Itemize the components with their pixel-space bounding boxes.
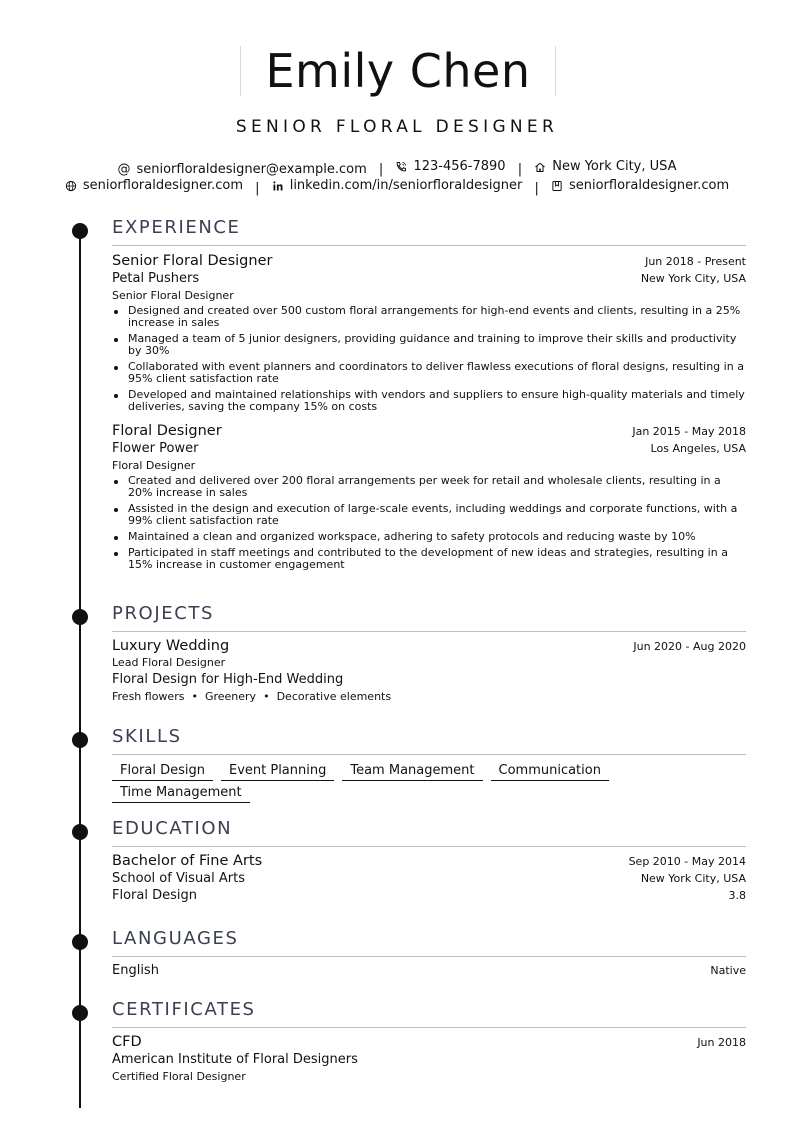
bookmark-icon xyxy=(551,180,563,192)
bullet-item: Collaborated with event planners and coordinators to deliver flawless executions of floral designs, resulting in a 95% client satisfaction rate xyxy=(112,361,746,385)
contact-line-1 xyxy=(0,159,794,177)
linkedin-text: linkedin.com/in/seniorfloraldesigner xyxy=(289,178,523,193)
portfolio-item[interactable] xyxy=(551,178,729,193)
skills-list xyxy=(112,763,632,803)
keyword: Greenery xyxy=(204,690,257,703)
education-school: School of Visual Arts xyxy=(112,871,246,886)
contact-line-2 xyxy=(0,178,794,196)
education-entry xyxy=(112,853,746,903)
keyword: Decorative elements xyxy=(276,690,392,703)
timeline-dot xyxy=(72,1005,88,1021)
separator: | xyxy=(378,161,384,177)
job-entry xyxy=(112,423,746,571)
project-role: Lead Floral Designer xyxy=(112,656,226,669)
project-date: Jun 2020 - Aug 2020 xyxy=(633,640,746,653)
phone-item[interactable] xyxy=(395,159,505,174)
job-entry xyxy=(112,253,746,413)
job-position: Senior Floral Designer xyxy=(112,253,273,269)
project-description: Floral Design for High-End Wedding xyxy=(112,672,344,687)
bullet-item: Assisted in the design and execution of large-scale events, including weddings and corporate functions, with a 99% client satisfaction rate xyxy=(112,503,746,527)
separator: | xyxy=(255,180,260,196)
certificate-summary: Certified Floral Designer xyxy=(112,1070,246,1083)
bullet-item: Developed and maintained relationships with vendors and suppliers to ensure high-quality materials and timely deliveries, saving the company 15% on costs xyxy=(112,389,746,413)
skill-tag: Event Planning xyxy=(221,763,334,781)
website-item[interactable] xyxy=(65,178,243,193)
job-location: New York City, USA xyxy=(640,272,746,285)
education-location: New York City, USA xyxy=(640,872,746,885)
location-text: New York City, USA xyxy=(552,159,677,174)
keyword-separator: • xyxy=(191,690,198,703)
section-title: PROJECTS xyxy=(112,603,746,632)
projects-section xyxy=(112,603,746,703)
job-position: Floral Designer xyxy=(112,423,222,439)
project-name: Luxury Wedding xyxy=(112,638,230,654)
skill-tag: Communication xyxy=(491,763,609,781)
skill-tag: Time Management xyxy=(112,785,250,803)
job-company: Flower Power xyxy=(112,441,199,456)
bullet-item: Created and delivered over 200 floral arrangements per week for retail and wholesale clients, resulting in a 20% increase in sales xyxy=(112,475,746,499)
phone-text: 123-456-7890 xyxy=(413,159,506,174)
project-keywords xyxy=(112,690,746,703)
keyword: Fresh flowers xyxy=(112,690,185,703)
certificates-section xyxy=(112,999,746,1083)
bullet-item: Managed a team of 5 junior designers, providing guidance and training to improve their skills and productivity by 30% xyxy=(112,333,746,357)
job-bullets xyxy=(112,475,746,571)
education-score: 3.8 xyxy=(728,889,746,902)
experience-section xyxy=(112,217,746,575)
portfolio-text: seniorfloraldesigner.com xyxy=(568,178,730,193)
language-name: English xyxy=(112,963,159,978)
separator: | xyxy=(534,180,539,196)
timeline-dot xyxy=(72,824,88,840)
skill-tag: Team Management xyxy=(342,763,482,781)
section-title: EXPERIENCE xyxy=(112,217,746,246)
section-title: SKILLS xyxy=(112,726,746,755)
at-icon: @ xyxy=(117,161,131,177)
website-text: seniorfloraldesigner.com xyxy=(82,178,244,193)
email-text: seniorfloraldesigner@example.com xyxy=(136,161,367,177)
job-date: Jan 2015 - May 2018 xyxy=(632,425,746,438)
section-title: EDUCATION xyxy=(112,818,746,847)
certificate-issuer: American Institute of Floral Designers xyxy=(112,1052,358,1067)
certificate-name: CFD xyxy=(112,1034,142,1050)
education-date: Sep 2010 - May 2014 xyxy=(628,855,746,868)
education-field: Floral Design xyxy=(112,888,197,903)
phone-icon xyxy=(395,161,407,173)
timeline-dot xyxy=(72,732,88,748)
bullet-item: Designed and created over 500 custom floral arrangements for high-end events and clients, resulting in a 25% increase in sales xyxy=(112,305,746,329)
section-title: LANGUAGES xyxy=(112,928,746,957)
timeline-dot xyxy=(72,934,88,950)
job-summary: Floral Designer xyxy=(112,459,196,472)
project-entry xyxy=(112,638,746,703)
section-title: CERTIFICATES xyxy=(112,999,746,1028)
globe-icon xyxy=(65,180,77,192)
education-section xyxy=(112,818,746,903)
linkedin-item[interactable] xyxy=(272,178,523,193)
separator: | xyxy=(517,161,523,177)
certificate-date: Jun 2018 xyxy=(697,1036,746,1049)
home-icon xyxy=(534,161,546,173)
keyword-separator: • xyxy=(263,690,270,703)
languages-section xyxy=(112,928,746,978)
job-date: Jun 2018 - Present xyxy=(645,255,746,268)
job-location: Los Angeles, USA xyxy=(650,442,746,455)
candidate-role: SENIOR FLORAL DESIGNER xyxy=(235,117,559,137)
timeline-dot xyxy=(72,609,88,625)
candidate-name: Emily Chen xyxy=(265,44,531,98)
location-item xyxy=(534,159,676,174)
linkedin-icon xyxy=(272,180,284,192)
job-bullets xyxy=(112,305,746,413)
language-level: Native xyxy=(710,964,746,977)
bullet-item: Maintained a clean and organized workspace, adhering to safety protocols and reducing waste by 10% xyxy=(112,531,746,543)
bullet-item: Participated in staff meetings and contributed to the development of new ideas and strategies, resulting in a 15% increase in customer engagement xyxy=(112,547,746,571)
skills-section xyxy=(112,726,746,803)
language-entry xyxy=(112,963,746,978)
email-item[interactable] xyxy=(117,162,366,177)
certificate-entry xyxy=(112,1034,746,1083)
timeline-line xyxy=(79,228,81,1108)
job-summary: Senior Floral Designer xyxy=(112,289,234,302)
job-company: Petal Pushers xyxy=(112,271,200,286)
skill-tag: Floral Design xyxy=(112,763,213,781)
name-block xyxy=(240,46,556,96)
education-degree: Bachelor of Fine Arts xyxy=(112,853,263,869)
timeline-dot xyxy=(72,223,88,239)
